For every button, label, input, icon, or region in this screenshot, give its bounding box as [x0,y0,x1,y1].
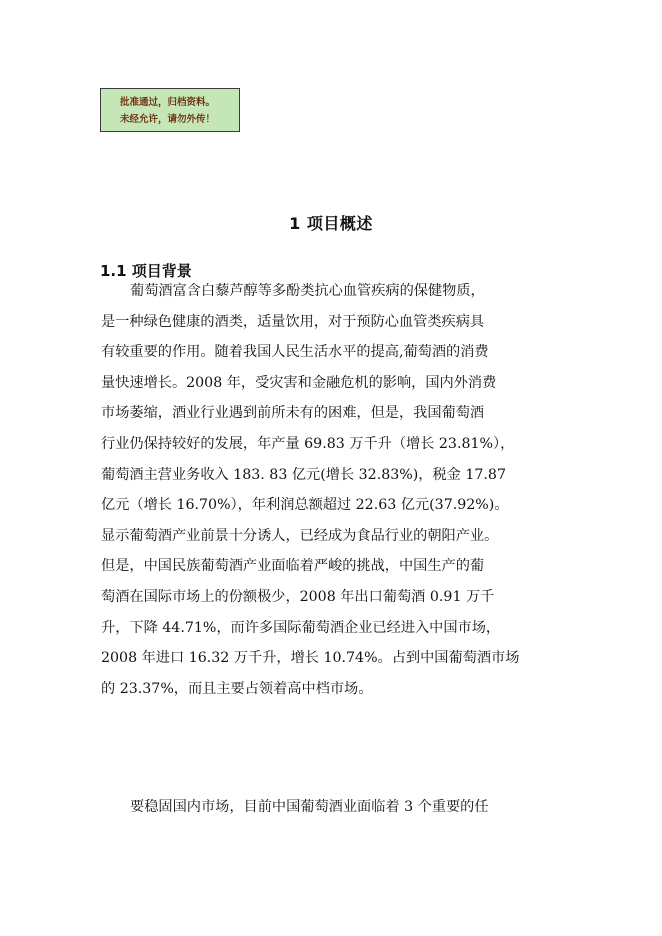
paragraph-project-background [101,276,571,704]
paragraph-line: 有较重要的作用。随着我国人民生活水平的提高,葡萄酒的消费 [101,344,489,361]
notice-line-1: 批准通过，归档资料。 [120,97,216,108]
paragraph-line: 量快速增长。2008 年，受灾害和金融危机的影响，国内外消费 [101,374,497,391]
paragraph-line: 葡萄酒主营业务收入 183. 83 亿元(增长 32.83%)，税金 17.87 [101,466,506,483]
paragraph-line: 升，下降 44.71%，而许多国际葡萄酒企业已经进入中国市场， [101,619,501,636]
paragraph-line: 是一种绿色健康的酒类，适量饮用，对于预防心血管类疾病具 [101,313,485,330]
paragraph-line: 的 23.37%，而且主要占领着高中档市场。 [101,680,373,697]
paragraph-line: 2008 年进口 16.32 万千升，增长 10.74%。占到中国葡萄酒市场 [101,650,520,667]
notice-line-2: 未经允许，请勿外传！ [120,114,216,125]
paragraph-line: 葡萄酒富含白藜芦醇等多酚类抗心血管疾病的保健物质， [130,283,485,299]
paragraph-line: 要稳固国内市场，目前中国葡萄酒业面临着 3 个重要的任 [130,799,489,815]
paragraph-line: 但是，中国民族葡萄酒产业面临着严峻的挑战，中国生产的葡 [101,558,485,575]
paragraph-market-tasks [101,792,571,823]
paragraph-line: 萄酒在国际市场上的份额极少，2008 年出口葡萄酒 0.91 万千 [101,588,495,605]
paragraph-line: 显示葡萄酒产业前景十分诱人，已经成为食品行业的朝阳产业。 [101,527,499,544]
chapter-title: 1 项目概述 [289,214,373,233]
approval-notice-stamp [100,88,240,132]
paragraph-line: 亿元（增长 16.70%），年利润总额超过 22.63 亿元(37.92%)。 [101,497,509,514]
paragraph-line: 市场萎缩，酒业行业遇到前所未有的困难，但是，我国葡萄酒 [101,405,485,422]
paragraph-line: 行业仍保持较好的发展，年产量 69.83 万千升（增长 23.81%）， [101,435,515,452]
section-title: 1.1 项目背景 [100,262,192,280]
